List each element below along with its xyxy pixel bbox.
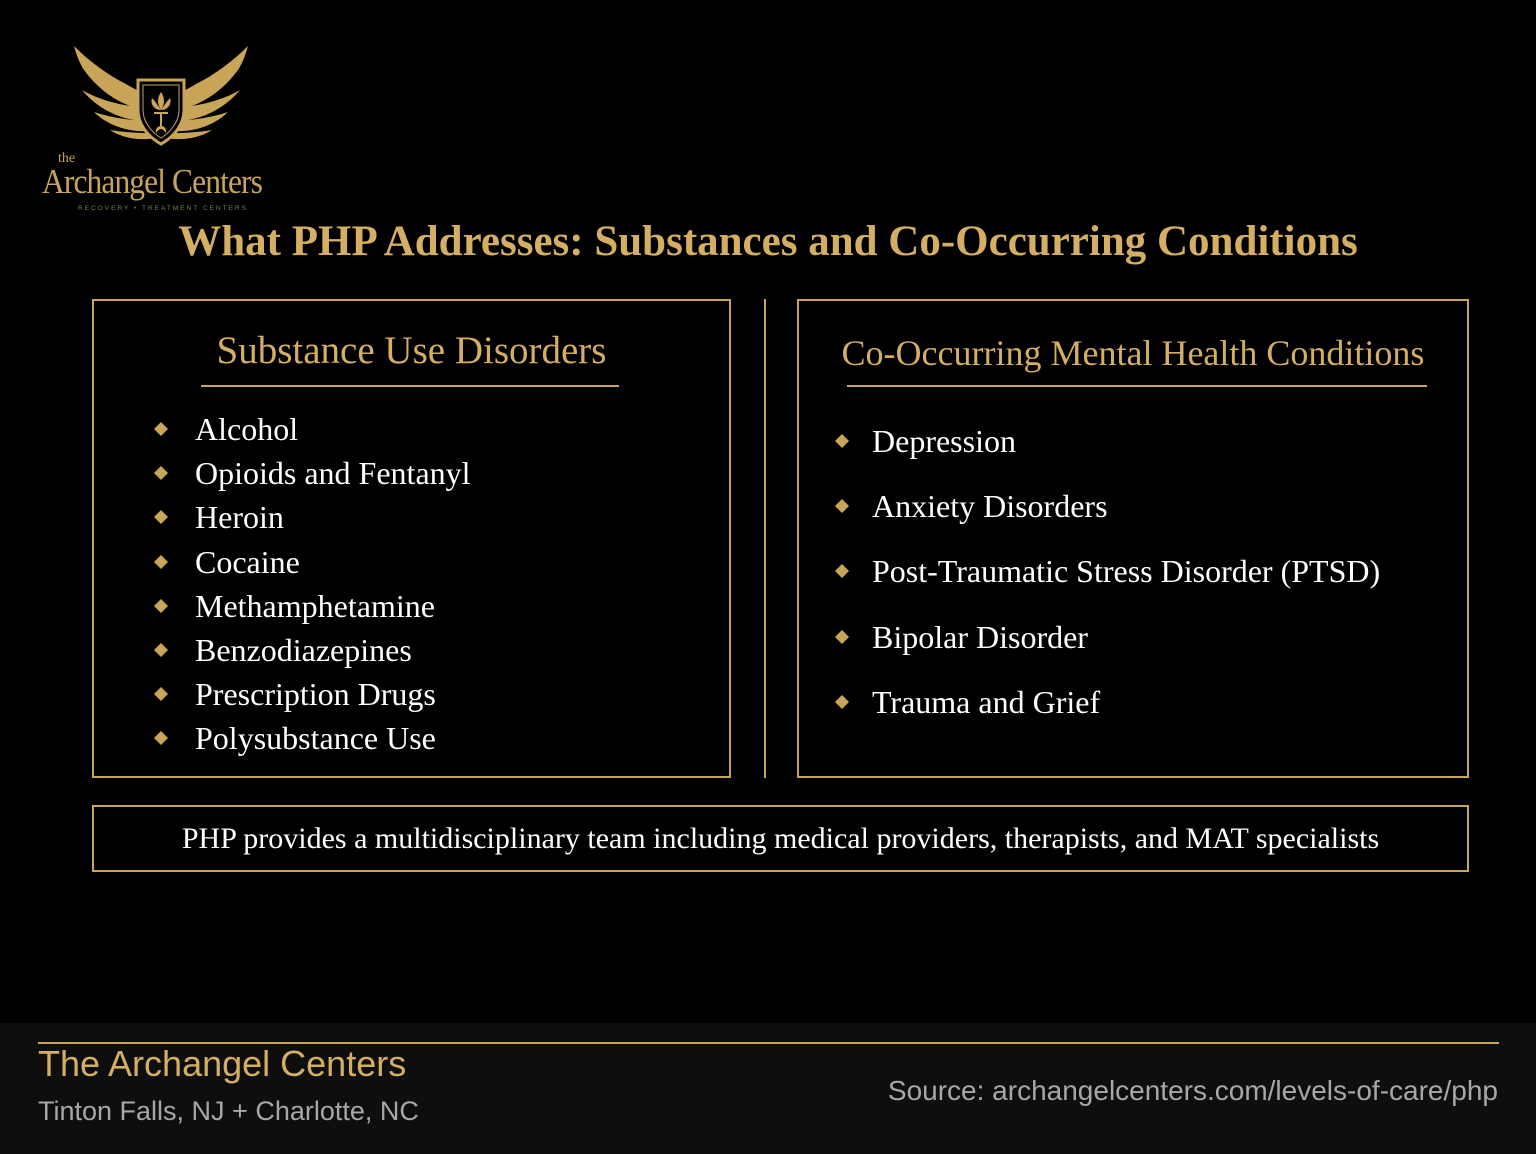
diamond-bullet-icon — [835, 499, 849, 513]
footer-org-name: The Archangel Centers — [38, 1043, 407, 1084]
list-item-label: Polysubstance Use — [195, 720, 436, 757]
team-note: PHP provides a multidisciplinary team including medical providers, therapists, and MAT specialists — [92, 805, 1469, 872]
heading-underline — [847, 385, 1427, 387]
diamond-bullet-icon — [154, 510, 168, 524]
footer-locations: Tinton Falls, NJ + Charlotte, NC — [38, 1096, 419, 1126]
list-item-label: Prescription Drugs — [195, 676, 436, 713]
diamond-bullet-icon — [154, 466, 168, 480]
winged-shield-icon — [66, 40, 256, 150]
heading-underline — [201, 385, 619, 387]
list-item-label: Opioids and Fentanyl — [195, 455, 471, 492]
list-item-label: Post-Traumatic Stress Disorder (PTSD) — [872, 553, 1381, 590]
diamond-bullet-icon — [154, 555, 168, 569]
logo-tagline: RECOVERY • TREATMENT CENTERS — [78, 205, 249, 212]
footer — [0, 1023, 1536, 1154]
substance-use-panel — [92, 299, 731, 778]
list-item-label: Depression — [872, 423, 1016, 459]
diamond-bullet-icon — [835, 434, 849, 448]
list-item-label: Cocaine — [195, 543, 300, 580]
page-title: What PHP Addresses: Substances and Co-Occurring Conditions — [178, 218, 1358, 265]
diamond-bullet-icon — [835, 630, 849, 644]
diamond-bullet-icon — [154, 643, 168, 657]
panel-divider — [764, 299, 766, 778]
panel-heading: Co-Occurring Mental Health Conditions — [841, 333, 1425, 373]
list-item-label: Heroin — [195, 499, 284, 536]
list-item-label: Anxiety Disorders — [872, 488, 1108, 525]
logo-prefix: the — [58, 151, 76, 166]
list-item-label: Methamphetamine — [195, 587, 435, 624]
diamond-bullet-icon — [154, 599, 168, 613]
list-item-label: Bipolar Disorder — [872, 618, 1088, 655]
diamond-bullet-icon — [835, 695, 849, 709]
diamond-bullet-icon — [154, 731, 168, 745]
brand-logo — [36, 40, 286, 220]
list-item-label: Alcohol — [195, 411, 299, 447]
diamond-bullet-icon — [835, 564, 849, 578]
diamond-bullet-icon — [154, 422, 168, 436]
mental-health-panel — [797, 299, 1469, 778]
footer-source: Source: archangelcenters.com/levels-of-care/php — [887, 1075, 1498, 1106]
logo-wordmark: Archangel Centers — [42, 162, 262, 201]
diamond-bullet-icon — [154, 687, 168, 701]
list-item-label: Trauma and Grief — [872, 683, 1101, 720]
panel-heading: Substance Use Disorders — [216, 329, 607, 372]
list-item-label: Benzodiazepines — [195, 631, 412, 668]
